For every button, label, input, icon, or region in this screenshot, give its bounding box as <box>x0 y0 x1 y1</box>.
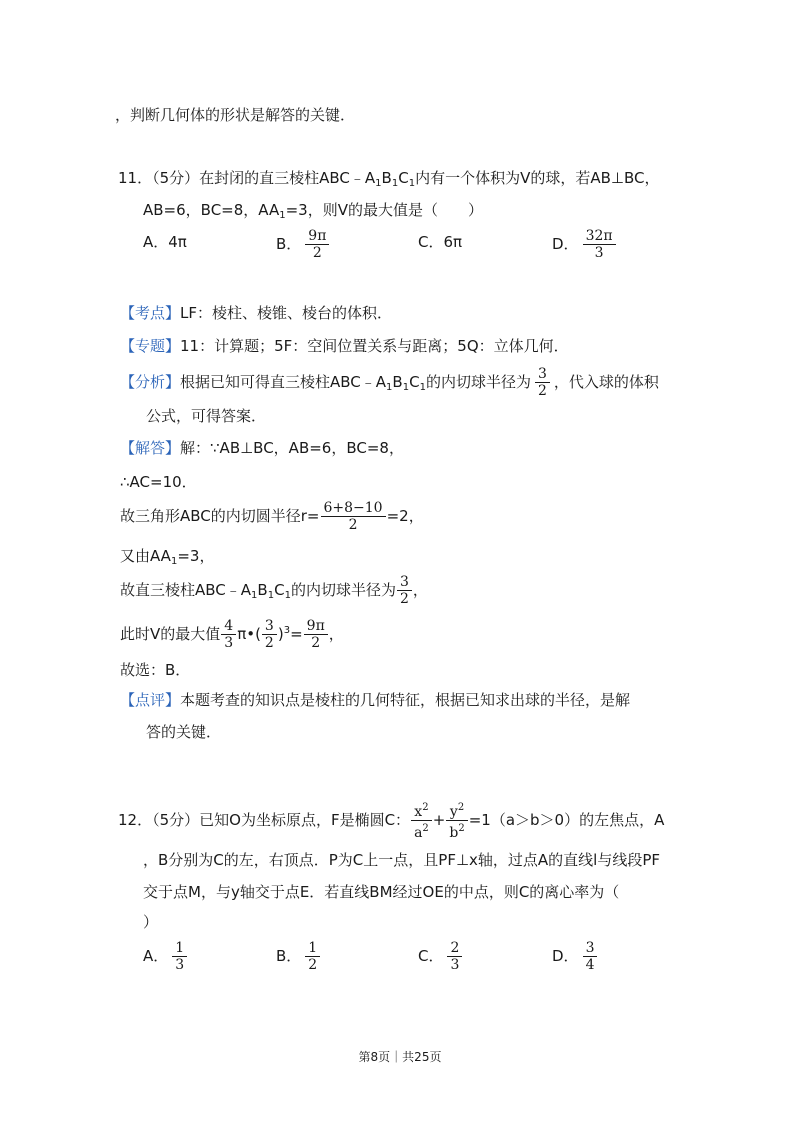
fraction <box>535 366 550 399</box>
dianping-text: 本题考查的知识点是棱柱的几何特征，根据已知求出球的半径，是解 <box>180 691 631 709</box>
dianping-tag: 【点评】 <box>120 691 181 709</box>
prev-solution-tail: ，判断几何体的形状是解答的关键． <box>115 106 356 124</box>
numerator: 32π <box>583 228 616 245</box>
plus-sign: + <box>432 811 446 829</box>
jieda-line1 <box>120 438 404 458</box>
jieda-text: 解：∵AB⊥BC，AB=6，BC=8， <box>180 439 404 457</box>
jieda-text: 的内切球半径为 <box>290 581 396 599</box>
superscript: 2 <box>422 823 429 834</box>
option-label: A． <box>143 233 169 251</box>
jieda-text: = <box>290 625 303 643</box>
denominator: 3 <box>175 957 185 973</box>
dianping-line2: 答的关键． <box>146 723 222 741</box>
denominator: 2 <box>311 635 321 651</box>
subscript: 1 <box>279 210 286 221</box>
denominator <box>411 821 432 841</box>
option-label: D． <box>552 235 579 253</box>
fraction <box>397 574 412 607</box>
subscript: 1 <box>284 590 291 601</box>
option-label: B． <box>276 235 302 253</box>
option-label: B． <box>276 947 302 965</box>
fenxi-text: B <box>392 373 403 391</box>
q12-stem-line4: ） <box>143 913 159 931</box>
numerator: 4 <box>221 618 236 635</box>
jieda-tag: 【解答】 <box>120 439 181 457</box>
numerator: 3 <box>535 366 550 383</box>
q11-stem-text: 在封闭的直三棱柱ABC﹣A <box>199 169 376 187</box>
var: a <box>414 825 423 841</box>
jieda-line2: ∴AC=10． <box>120 473 197 491</box>
q11-stem-text: B <box>381 169 392 187</box>
denominator: 3 <box>594 245 604 261</box>
fraction <box>411 800 432 841</box>
subscript: 1 <box>419 382 426 393</box>
q12-stem-line1 <box>118 800 664 841</box>
fraction <box>321 500 386 533</box>
subscript: 1 <box>251 590 258 601</box>
q11-option-d <box>552 228 620 261</box>
fraction <box>221 618 236 651</box>
numerator <box>411 800 432 821</box>
superscript: 2 <box>457 802 465 813</box>
denominator: 2 <box>399 591 409 607</box>
subscript: 1 <box>391 178 399 189</box>
jieda-text: 又由AA <box>120 547 171 565</box>
jieda-text: 此时V的最大值 <box>120 625 221 643</box>
q12-stem-text: =1（a＞b＞0）的左焦点，A <box>468 811 665 829</box>
fraction <box>305 228 329 261</box>
superscript: 2 <box>458 823 465 834</box>
jieda-text: C <box>274 581 285 599</box>
jieda-text: ) <box>277 625 284 643</box>
q12-number: 12． <box>118 811 153 829</box>
subscript: 1 <box>375 178 382 189</box>
fraction <box>262 618 277 651</box>
q11-stem-text: AB=6，BC=8，AA <box>143 201 280 219</box>
option-value: 6π <box>443 233 463 251</box>
numerator: 9π <box>304 618 328 635</box>
q12-option-b <box>276 940 324 973</box>
numerator: 2 <box>447 940 462 957</box>
fraction <box>447 940 462 973</box>
subscript: 1 <box>267 590 275 601</box>
denominator: 2 <box>308 957 318 973</box>
var: b <box>449 825 459 841</box>
jieda-line7: 故选：B． <box>120 661 191 679</box>
jieda-text: 故三角形ABC的内切圆半径r= <box>120 507 320 525</box>
fraction <box>583 228 616 261</box>
subscript: 1 <box>402 382 410 393</box>
zhuanti-tag: 【专题】 <box>120 337 181 355</box>
fraction <box>583 940 598 973</box>
jieda-text: B <box>257 581 268 599</box>
fenxi-text: C <box>409 373 420 391</box>
jieda-text: =3， <box>177 547 215 565</box>
denominator: 2 <box>264 635 274 651</box>
q11-option-a <box>143 232 187 252</box>
numerator: 3 <box>262 618 277 635</box>
fenxi-text: 根据已知可得直三棱柱ABC﹣A <box>180 373 387 391</box>
kaodian-text: LF：棱柱、棱锥、棱台的体积． <box>180 304 393 322</box>
fenxi-tag: 【分析】 <box>120 373 181 391</box>
option-label: C． <box>418 233 444 251</box>
jieda-line3 <box>120 500 424 533</box>
jieda-text: =2， <box>386 507 424 525</box>
denominator <box>446 821 467 841</box>
q11-option-c <box>418 232 462 252</box>
q12-option-a <box>143 940 191 973</box>
fraction <box>172 940 187 973</box>
q11-stem-line1 <box>118 168 659 194</box>
q12-option-d <box>552 940 601 973</box>
kaodian-tag: 【考点】 <box>120 304 181 322</box>
subscript: 1 <box>408 178 416 189</box>
zhuanti-line <box>120 336 569 356</box>
denominator: 2 <box>537 383 547 399</box>
fenxi-line1 <box>120 366 659 399</box>
numerator: 3 <box>583 940 598 957</box>
numerator: 1 <box>305 940 320 957</box>
page-footer: 第8页｜共25页 <box>358 1050 442 1064</box>
zhuanti-text: 11：计算题；5F：空间位置关系与距离；5Q：立体几何． <box>180 337 569 355</box>
q11-number: 11． <box>118 169 153 187</box>
denominator: 3 <box>450 957 460 973</box>
q12-stem-line3: 交于点M，与y轴交于点E．若直线BM经过OE的中点，则C的离心率为（ <box>143 883 620 901</box>
denominator: 2 <box>348 517 358 533</box>
q11-stem-line2 <box>143 200 483 226</box>
numerator: 3 <box>397 574 412 591</box>
fenxi-line2: 公式，可得答案． <box>146 407 267 425</box>
jieda-text: ， <box>412 581 428 599</box>
jieda-text: π•( <box>237 625 261 643</box>
q12-stem-text: 已知O为坐标原点，F是椭圆C： <box>199 811 411 829</box>
jieda-line5 <box>120 574 428 607</box>
superscript: 2 <box>422 802 429 813</box>
fraction <box>305 940 320 973</box>
q11-stem-text: =3，则V的最大值是（ ） <box>285 201 483 219</box>
q11-option-b <box>276 228 333 261</box>
fenxi-text: 的内切球半径为 <box>425 373 531 391</box>
q11-score: （5分） <box>152 169 200 187</box>
option-label: A． <box>143 947 169 965</box>
option-label: D． <box>552 947 579 965</box>
jieda-text: ， <box>328 625 344 643</box>
q12-option-c <box>418 940 466 973</box>
numerator <box>446 800 467 821</box>
subscript: 1 <box>170 556 178 567</box>
var: y <box>449 804 458 820</box>
numerator: 6+8−10 <box>321 500 386 517</box>
fraction <box>446 800 467 841</box>
dianping-line1 <box>120 690 630 710</box>
superscript: 3 <box>283 625 291 636</box>
denominator: 2 <box>312 245 322 261</box>
jieda-text: 故直三棱柱ABC﹣A <box>120 581 252 599</box>
q11-stem-text: C <box>398 169 409 187</box>
jieda-line4 <box>120 546 214 572</box>
option-label: C． <box>418 947 444 965</box>
numerator: 1 <box>172 940 187 957</box>
denominator: 4 <box>585 957 595 973</box>
fraction <box>304 618 328 651</box>
denominator: 3 <box>224 635 234 651</box>
jieda-line6 <box>120 618 344 651</box>
option-value: 4π <box>168 233 187 251</box>
fenxi-text: ，代入球的体积 <box>553 373 659 391</box>
kaodian-line <box>120 303 392 323</box>
var: x <box>414 804 423 820</box>
numerator: 9π <box>305 228 329 245</box>
q11-stem-text: 内有一个体积为V的球，若AB⊥BC， <box>415 169 660 187</box>
q12-stem-line2: ，B分别为C的左，右顶点．P为C上一点，且PF⊥x轴，过点A的直线l与线段PF <box>143 851 661 869</box>
q12-score: （5分） <box>152 811 200 829</box>
subscript: 1 <box>386 382 393 393</box>
